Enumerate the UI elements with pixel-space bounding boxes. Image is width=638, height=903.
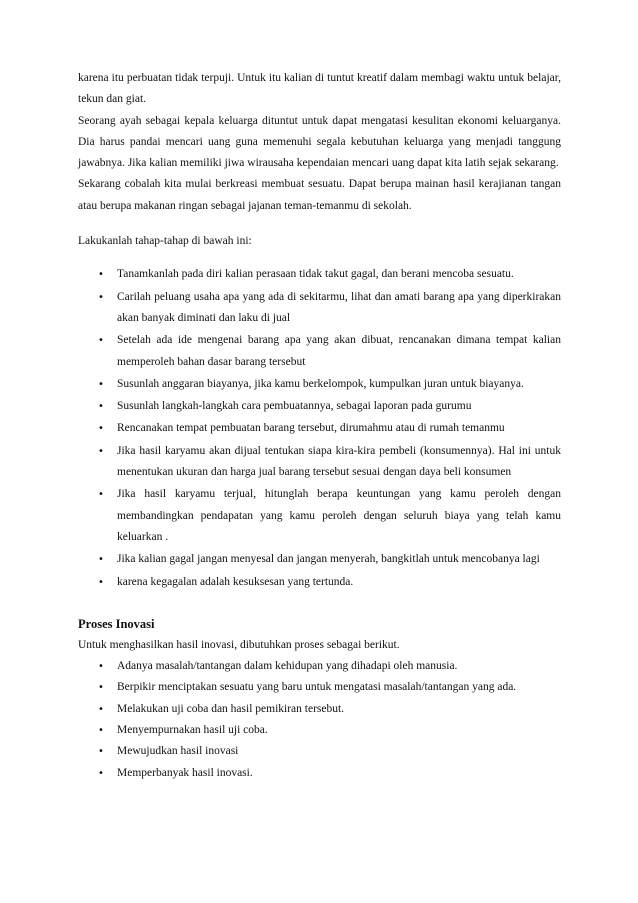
list-item (78, 287, 561, 330)
bullet-icon: • (98, 767, 104, 779)
list-item-text: Adanya masalah/tantangan dalam kehidupan yang dihadapi oleh manusia. (117, 660, 458, 673)
list-item (78, 763, 561, 784)
steps-list (78, 264, 561, 592)
bullet-icon: • (98, 423, 104, 435)
paragraph: karena itu perbuatan tidak terpuji. Untuk itu kalian di tuntut kreatif dalam membagi waktu untuk belajar, tekun dan giat. (78, 72, 561, 106)
bullet-icon: • (98, 401, 104, 413)
list-item (78, 572, 561, 593)
bullet-icon: • (98, 335, 104, 347)
bullet-icon: • (98, 269, 104, 281)
bullet-icon: • (98, 576, 104, 588)
list-item (78, 396, 561, 417)
bullet-icon: • (98, 703, 104, 715)
list-item (78, 656, 561, 677)
list-item (78, 720, 561, 741)
list-item-text: Mewujudkan hasil inovasi (117, 745, 239, 758)
bullet-icon: • (98, 445, 104, 457)
list-item-text: Menyempurnakan hasil uji coba. (117, 724, 268, 737)
bullet-icon: • (98, 661, 104, 673)
list-item-text: Susunlah langkah-langkah cara pembuatannya, sebagai laporan pada gurumu (117, 400, 472, 413)
instruction-text: Lakukanlah tahap-tahap di bawah ini: (78, 235, 252, 248)
list-item-text: karena kegagalan adalah kesuksesan yang tertunda. (117, 575, 354, 588)
document-body (78, 68, 561, 784)
process-list (78, 656, 561, 784)
list-item-text: Jika kalian gagal jangan menyesal dan jangan menyerah, bangkitlah untuk mencobanya lagi (117, 553, 540, 566)
list-item (78, 484, 561, 548)
section-heading: Proses Inovasi (78, 616, 155, 631)
bullet-icon: • (98, 291, 104, 303)
list-item-text: Susunlah anggaran biayanya, jika kamu berkelompok, kumpulkan juran untuk biayanya. (117, 377, 524, 390)
list-item (78, 549, 561, 570)
list-item (78, 264, 561, 285)
list-item-text: Melakukan uji coba dan hasil pemikiran tersebut. (117, 702, 345, 715)
list-item (78, 741, 561, 762)
list-item (78, 699, 561, 720)
list-item-text: Setelah ada ide mengenai barang apa yang akan dibuat, rencanakan dimana tempat kalian memperoleh bahan dasar barang tersebut (117, 334, 561, 368)
list-item-text: Carilah peluang usaha apa yang ada di sekitarmu, lihat dan amati barang apa yang diperkirakan akan banyak diminati dan laku di jual (117, 290, 561, 324)
list-item-text: Jika hasil karyamu akan dijual tentukan siapa kira-kira pembeli (konsumennya). Hal ini untuk menentukan ukuran dan harga jual barang tersebut sesuai dengan daya beli konsumen (117, 444, 561, 479)
section-intro: Untuk menghasilkan hasil inovasi, dibutuhkan proses sebagai berikut. (78, 638, 400, 651)
list-item (78, 677, 561, 698)
bullet-icon: • (98, 746, 104, 758)
list-item-text: Berpikir menciptakan sesuatu yang baru untuk mengatasi masalah/tantangan yang ada. (117, 681, 517, 694)
list-item (78, 441, 561, 484)
paragraph: Seorang ayah sebagai kepala keluarga dituntut untuk dapat mengatasi kesulitan ekonomi keluarganya. Dia harus pandai mencari uang guna memenuhi segala kebutuhan keluarga yang menjadi tanggung jawabnya. Jika kalian memiliki jiwa wirausaha kependaian mencari uang dapat kita latih sejak sekarang. (78, 114, 561, 170)
list-item-text: Memperbanyak hasil inovasi. (117, 766, 253, 779)
bullet-icon: • (98, 489, 104, 501)
list-item (78, 330, 561, 373)
bullet-icon: • (98, 554, 104, 566)
bullet-icon: • (98, 682, 104, 694)
paragraph: Sekarang cobalah kita mulai berkreasi membuat sesuatu. Dapat berupa mainan hasil kerajianan tangan atau berupa makanan ringan sebagai jajanan teman-temanmu di sekolah. (78, 178, 561, 212)
bullet-icon: • (98, 378, 104, 390)
list-item-text: Rencanakan tempat pembuatan barang tersebut, dirumahmu atau di rumah temanmu (117, 422, 505, 435)
list-item-text: Jika hasil karyamu terjual, hitunglah berapa keuntungan yang kamu peroleh dengan membandingkan pendapatan yang kamu peroleh dengan seluruh biaya yang telah kamu keluarkan . (117, 488, 561, 543)
list-item (78, 374, 561, 395)
list-item (78, 418, 561, 439)
list-item-text: Tanamkanlah pada diri kalian perasaan tidak takut gagal, dan berani mencoba sesuatu. (117, 268, 514, 281)
bullet-icon: • (98, 725, 104, 737)
